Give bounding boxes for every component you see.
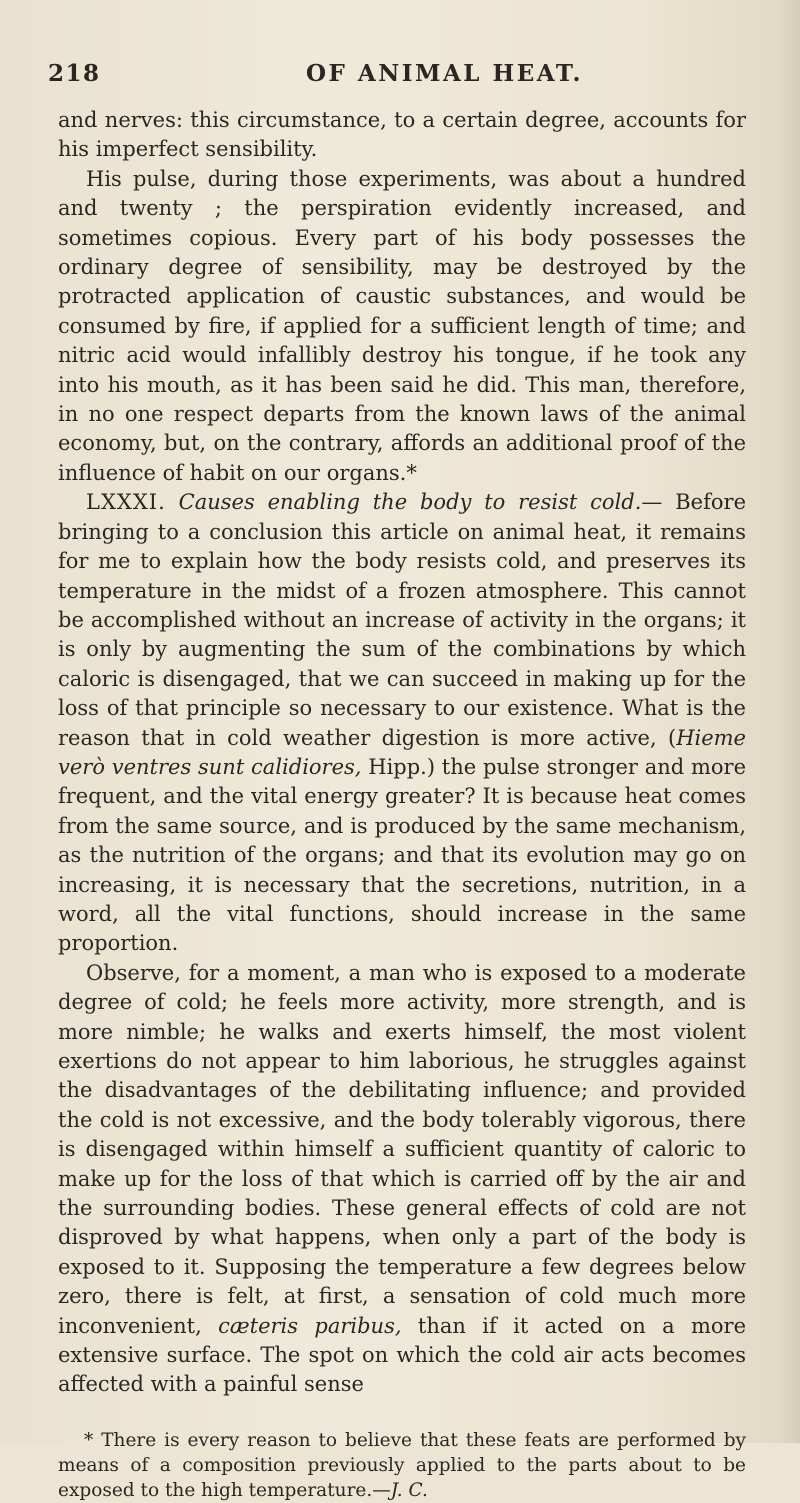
observe-text-continued: than if it acted on a more extensive surface. The spot on which the cold air acts becomes affected with a painful sense xyxy=(58,1313,747,1397)
footnote-signature: J. C. xyxy=(390,1479,428,1501)
section-heading: Causes enabling the body to resist cold. xyxy=(178,490,642,515)
paragraph-pulse: His pulse, during those experiments, was about a hundred and twenty ; the perspiration evidently increased, and sometimes copious. Every part of his body possesses the ordinary degree of sensibility, may be destroyed by the protracted application of caustic substances, and would be consumed by fire, if applied for a sufficient length of time; and nitric acid would infallibly destroy his tongue, if he took any into his mouth, as it has been said he did. This man, therefore, in no one respect departs from the known laws of the animal economy, but, on the contrary, affords an additional proof of the influence of habit on our organs.* xyxy=(58,166,746,485)
body-text xyxy=(58,106,746,1400)
page-edge-shadow xyxy=(780,0,800,1443)
footnote xyxy=(58,1428,746,1503)
paragraph-section-lxxxi xyxy=(58,488,746,959)
running-head xyxy=(48,60,746,106)
paragraph-continuation: and nerves: this circumstance, to a certain degree, accounts for his imperfect sensibility. xyxy=(58,108,746,162)
footnote-text: * There is every reason to believe that these feats are performed by means of a composition previously applied to the parts about to be exposed to the high temperature.— xyxy=(58,1429,746,1501)
section-text-continued: Hipp.) the pulse stronger and more frequent, and the vital energy greater? It is because heat comes from the same source, and is produced by the same mechanism, as the nutrition of the organs; and that its evolution may go on increasing, it is necessary that the secretions, nutrition, in a word, all the vital functions, should increase in the same proportion. xyxy=(58,754,746,956)
observe-text: Observe, for a moment, a man who is exposed to a moderate degree of cold; he feels more activity, more strength, and is more nimble; he walks and exerts himself, the most violent exertions do not appear to him laborious, he struggles against the disadvantages of the debilitating influence; and provided the cold is not excessive, and the body tolerably vigorous, there is disengaged within himself a sufficient quantity of caloric to make up for the loss of that which is carried off by the air and the surrounding bodies. These general effects of cold are not disproved by what happens, when only a part of the body is exposed to it. Supposing the temperature a few degrees below zero, there is felt, at first, a sensation of cold much more inconvenient, xyxy=(58,960,746,1338)
running-title: OF ANIMAL HEAT. xyxy=(306,60,583,87)
latin-quote: Hieme verò ventres sunt calidiores, xyxy=(58,725,746,779)
section-text: — Before bringing to a conclusion this article on animal heat, it remains for me to explain how the body resists cold, and preserves its temperature in the midst of a frozen atmosphere. This cannot be accomplished without an increase of activity in the organs; it is only by augmenting the sum of the combinations by which caloric is disengaged, that we can succeed in making up for the loss of that principle so necessary to our existence. What is the reason that in cold weather digestion is more active, ( xyxy=(58,490,746,750)
page-number: 218 xyxy=(48,60,101,87)
section-number: LXXXI. xyxy=(86,490,166,515)
paragraph-observe xyxy=(58,959,746,1400)
latin-phrase: cæteris paribus, xyxy=(218,1313,402,1338)
